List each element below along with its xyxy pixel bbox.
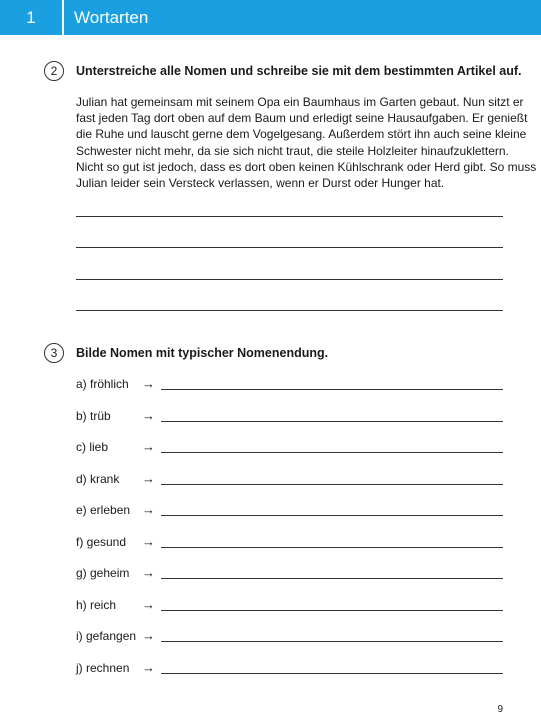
answer-line[interactable] (76, 279, 503, 280)
arrow-right-icon: → (142, 660, 155, 675)
arrow-right-icon: → (142, 408, 155, 423)
answer-line[interactable] (161, 610, 503, 611)
page-number: 9 (497, 704, 503, 715)
exercise-item-a (76, 375, 504, 393)
arrow-right-icon: → (142, 534, 155, 549)
answer-line[interactable] (161, 515, 503, 516)
item-word: c) lieb (76, 440, 109, 454)
arrow-right-icon: → (142, 597, 155, 612)
text-line: fast jeden Tag dort oben auf dem Baum und erledigt seine Hausaufgaben. Er genießt (76, 111, 528, 126)
text-line: Schwester nicht mehr, da sie sich nicht traut, die steile Holzleiter hinaufzuklettern. (76, 143, 509, 158)
item-word: f) gesund (76, 535, 127, 549)
answer-line[interactable] (76, 216, 503, 217)
exercise-item-g (76, 564, 504, 582)
chapter-title: Wortarten (74, 8, 149, 27)
task-2-text (76, 94, 537, 191)
item-word: a) fröhlich (76, 377, 129, 391)
exercise-item-e (76, 501, 504, 519)
task-3-instruction: Bilde Nomen mit typischer Nomenendung. (76, 346, 329, 360)
answer-line[interactable] (161, 641, 503, 642)
item-word: g) geheim (76, 566, 130, 580)
exercise-item-d (76, 470, 504, 488)
exercise-item-c (76, 438, 504, 456)
arrow-right-icon: → (142, 502, 155, 517)
arrow-right-icon: → (142, 439, 155, 454)
answer-line[interactable] (161, 452, 503, 453)
task-3-number: 3 (44, 343, 64, 363)
answer-line[interactable] (76, 310, 503, 311)
exercise-item-i (76, 627, 504, 645)
item-word: j) rechnen (76, 661, 130, 675)
answer-line[interactable] (161, 547, 503, 548)
item-word: h) reich (76, 598, 117, 612)
header-divider (62, 0, 64, 35)
item-word: d) krank (76, 472, 120, 486)
text-line: Julian hat gemeinsam mit seinem Opa ein Baumhaus im Garten gebaut. Nun sitzt er (76, 95, 524, 109)
exercise-item-j (76, 659, 504, 677)
task-2-number: 2 (44, 61, 64, 81)
exercise-item-h (76, 596, 504, 614)
arrow-right-icon: → (142, 628, 155, 643)
answer-line[interactable] (161, 421, 503, 422)
exercise-item-f (76, 533, 504, 551)
task-2-instruction: Unterstreiche alle Nomen und schreibe sie mit dem bestimmten Artikel auf. (76, 64, 522, 78)
item-word: i) gefangen (76, 629, 137, 643)
arrow-right-icon: → (142, 376, 155, 391)
chapter-header (0, 0, 541, 35)
answer-line[interactable] (161, 578, 503, 579)
arrow-right-icon: → (142, 565, 155, 580)
item-word: b) trüb (76, 409, 111, 423)
item-word: e) erleben (76, 503, 131, 517)
text-line: Nicht so gut ist jedoch, dass es dort oben keinen Kühlschrank oder Herd gibt. So muss (76, 159, 537, 174)
answer-line[interactable] (161, 389, 503, 390)
text-line: die Ruhe und lauscht gerne dem Vogelgesang. Außerdem stört ihn auch seine kleine (76, 127, 527, 142)
text-line: Julian leider sein Versteck verlassen, wenn er Durst oder Hunger hat. (76, 176, 445, 191)
arrow-right-icon: → (142, 471, 155, 486)
chapter-number: 1 (26, 8, 36, 27)
answer-line[interactable] (161, 673, 503, 674)
exercise-item-b (76, 407, 504, 425)
answer-line[interactable] (161, 484, 503, 485)
answer-line[interactable] (76, 247, 503, 248)
